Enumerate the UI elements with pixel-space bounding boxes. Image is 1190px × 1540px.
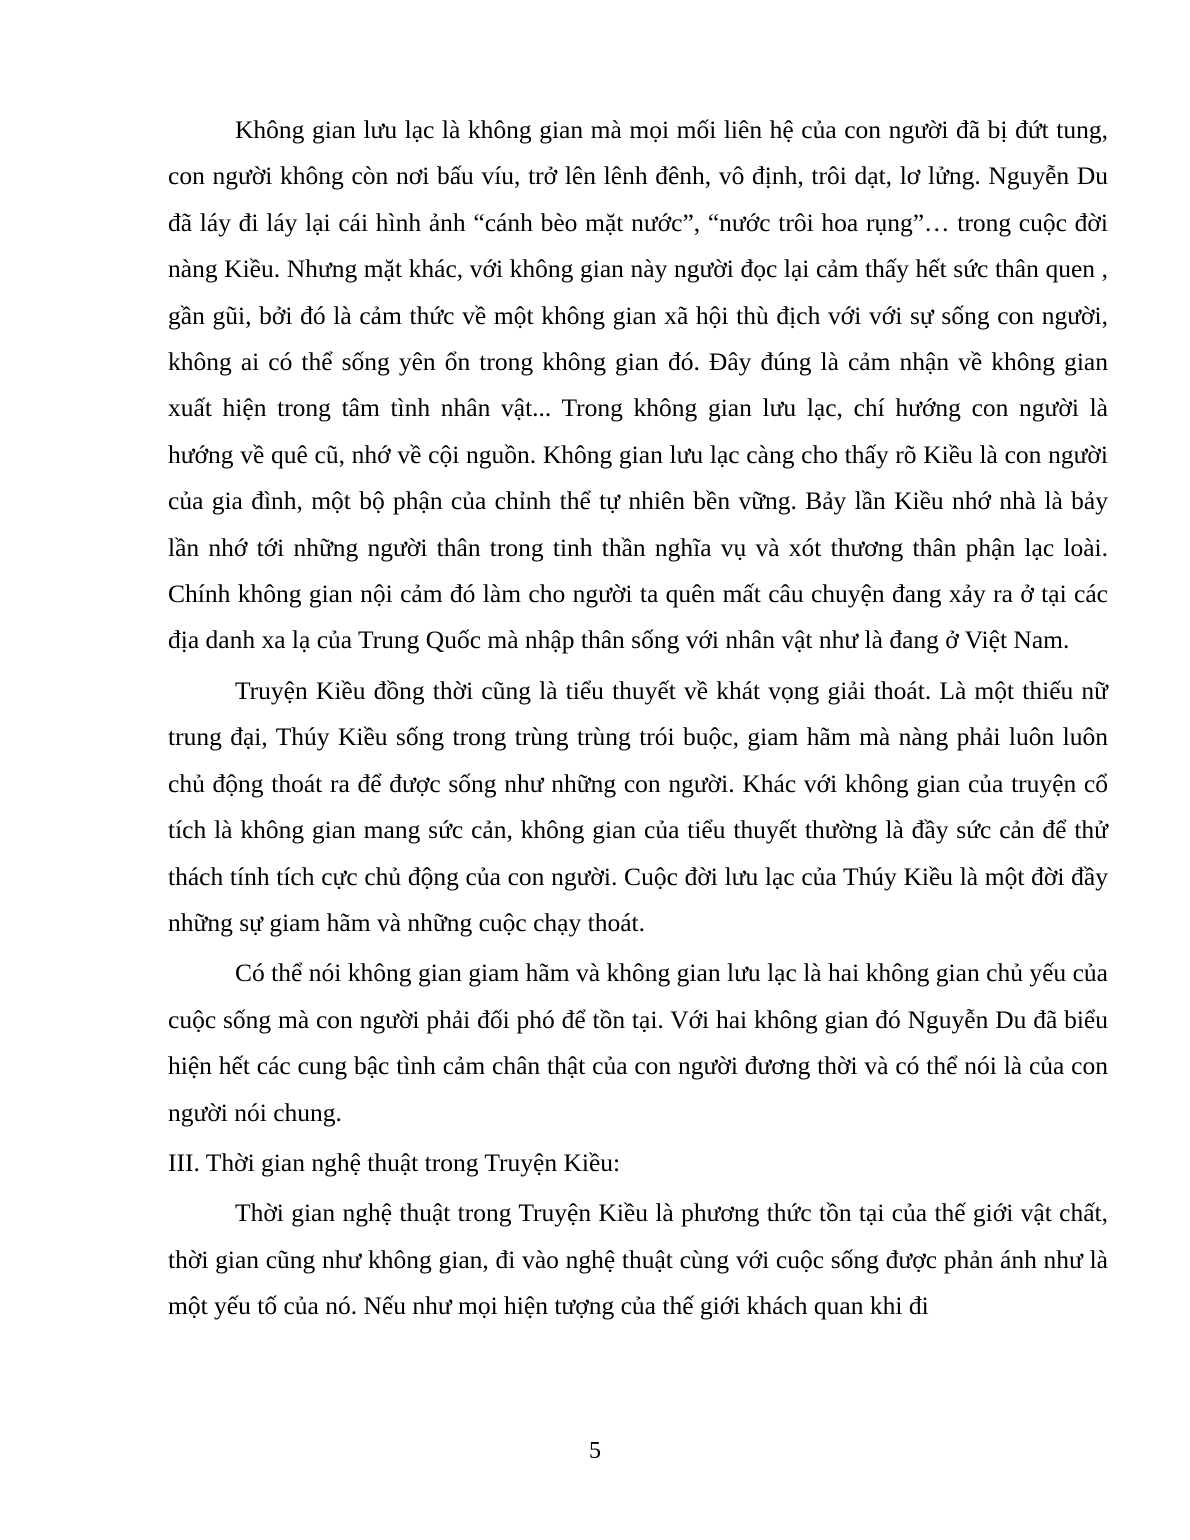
paragraph-wandering-space: Không gian lưu lạc là không gian mà mọi mối liên hệ của con người đã bị đứt tung, con người không còn nơi bấu víu, trở lên lênh đênh, vô định, trôi dạt, lơ lửng. Nguyễn Du đã láy đi láy lại cái hình ảnh “cánh bèo mặt nước”, “nước trôi hoa rụng”… trong cuộc đời nàng Kiều. Nhưng mặt khác, với không gian này người đọc lại cảm thấy hết sức thân quen , gần gũi, bởi đó là cảm thức về một không gian xã hội thù địch với với sự sống con người, không ai có thể sống yên ổn trong không gian đó. Đây đúng là cảm nhận về không gian xuất hiện trong tâm tình nhân vật... Trong không gian lưu lạc, chí hướng con người là hướng về quê cũ, nhớ về cội nguồn. Không gian lưu lạc càng cho thấy rõ Kiều là con người của gia đình, một bộ phận của chỉnh thể tự nhiên bền vững. Bảy lần Kiều nhớ nhà là bảy lần nhớ tới những người thân trong tinh thần nghĩa vụ và xót thương thân phận lạc loài. Chính không gian nội cảm đó làm cho người ta quên mất câu chuyện đang xảy ra ở tại các địa danh xa lạ của Trung Quốc mà nhập thân sống với nhân vật như là đang ở Việt Nam. <box>168 115 1108 655</box>
paragraph-two-spaces: Có thể nói không gian giam hãm và không gian lưu lạc là hai không gian chủ yếu của cuộc sống mà con người phải đối phó để tồn tại. Với hai không gian đó Nguyễn Du đã biểu hiện hết các cung bậc tình cảm chân thật của con người đương thời và có thể nói là của con người nói chung. <box>168 958 1108 1127</box>
body-text <box>168 107 1108 1334</box>
paragraph-liberation-desire: Truyện Kiều đồng thời cũng là tiểu thuyết về khát vọng giải thoát. Là một thiếu nữ trung đại, Thúy Kiều sống trong trùng trùng trói buộc, giam hãm mà nàng phải luôn luôn chủ động thoát ra để được sống như những con người. Khác với không gian của truyện cổ tích là không gian mang sức cản, không gian của tiểu thuyết thường là đầy sức cản để thử thách tính tích cực chủ động của con người. Cuộc đời lưu lạc của Thúy Kiều là một đời đầy những sự giam hãm và những cuộc chạy thoát. <box>168 675 1108 937</box>
page-number: 5 <box>589 1438 601 1464</box>
paragraph-artistic-time: Thời gian nghệ thuật trong Truyện Kiều là phương thức tồn tại của thế giới vật chất, thời gian cũng như không gian, đi vào nghệ thuật cùng với cuộc sống được phản ánh như là một yếu tố của nó. Nếu như mọi hiện tượng của thế giới khách quan khi đi <box>168 1198 1108 1321</box>
section-heading: III. Thời gian nghệ thuật trong Truyện Kiều: <box>168 1147 621 1177</box>
